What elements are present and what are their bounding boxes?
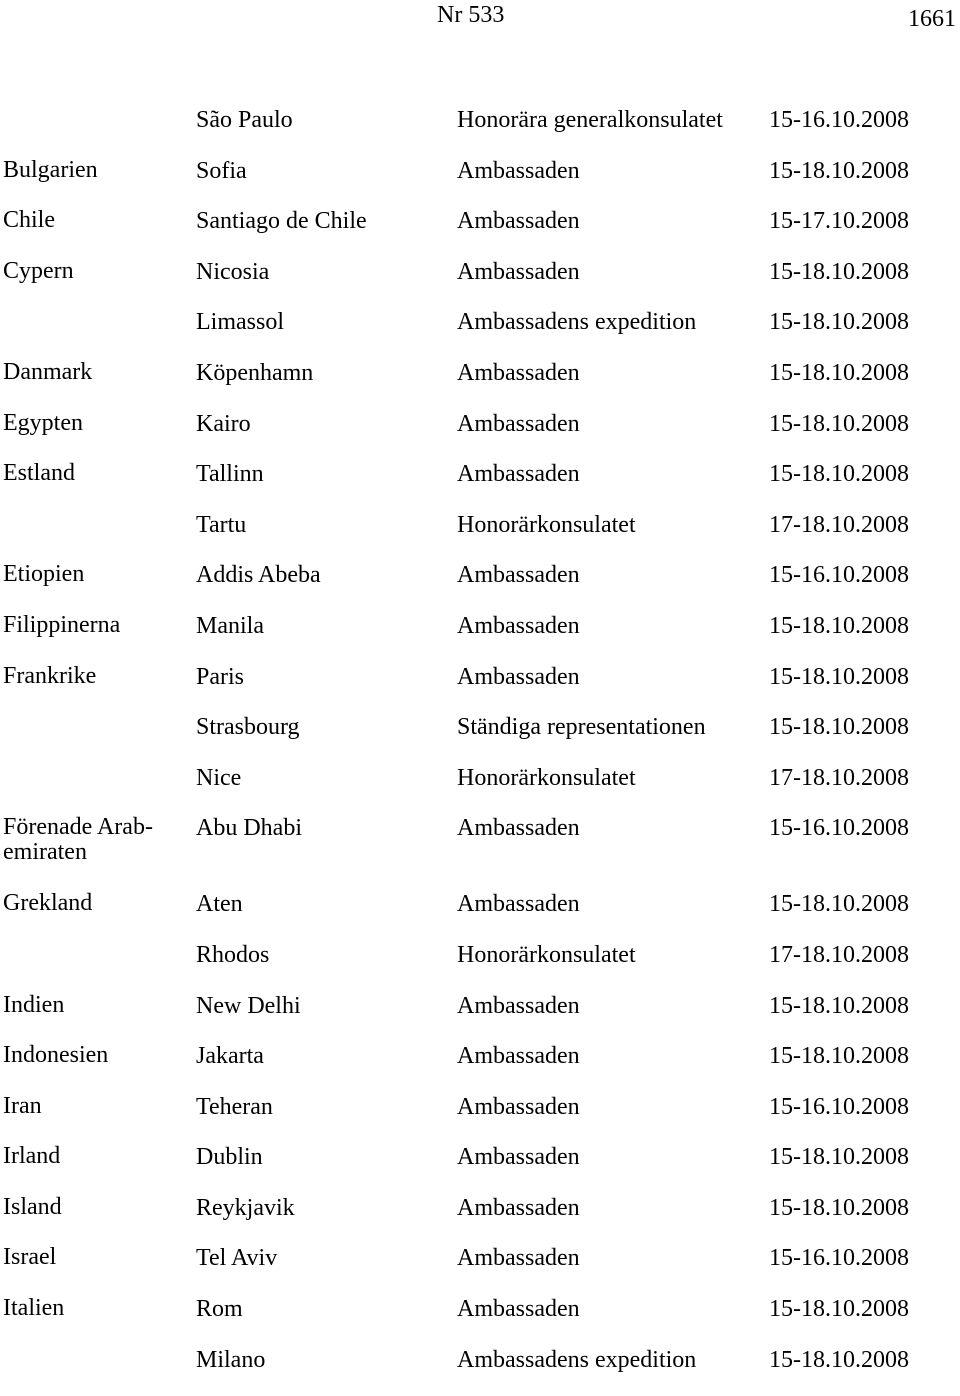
mission-cell: Ständiga representationen [457, 714, 706, 741]
city-cell: Reykjavik [196, 1194, 295, 1221]
table-row [0, 814, 960, 890]
country-cell: Island [3, 1193, 62, 1220]
table-row [0, 890, 960, 941]
table-row [0, 258, 960, 309]
country-cell: Danmark [3, 358, 93, 385]
table-row [0, 1093, 960, 1144]
city-cell: Nice [196, 764, 242, 791]
mission-cell: Ambassaden [457, 359, 580, 386]
mission-cell: Ambassaden [457, 461, 580, 488]
city-cell: Manila [196, 612, 264, 639]
dates-cell: 15-18.10.2008 [769, 1194, 909, 1221]
city-cell: Santiago de Chile [196, 208, 367, 235]
city-cell: Strasbourg [196, 714, 300, 741]
dates-cell: 15-16.10.2008 [769, 1093, 909, 1120]
dates-cell: 15-18.10.2008 [769, 410, 909, 437]
country-cell: Irland [3, 1143, 61, 1170]
mission-cell: Ambassaden [457, 258, 580, 285]
city-cell: New Delhi [196, 992, 301, 1019]
mission-cell: Ambassaden [457, 1144, 580, 1171]
city-cell: Paris [196, 663, 244, 690]
city-cell: Tallinn [196, 461, 264, 488]
mission-cell: Ambassaden [457, 663, 580, 690]
dates-cell: 15-18.10.2008 [769, 461, 909, 488]
table-row [0, 207, 960, 258]
mission-cell: Honorärkonsulatet [457, 941, 636, 968]
dates-cell: 15-18.10.2008 [769, 1296, 909, 1323]
country-cell: Chile [3, 207, 55, 234]
dates-cell: 15-16.10.2008 [769, 107, 909, 133]
mission-cell: Ambassaden [457, 562, 580, 589]
table-row [0, 713, 960, 764]
city-cell: Sofia [196, 157, 247, 184]
city-cell: Aten [196, 891, 243, 918]
table-row [0, 764, 960, 815]
city-cell: Addis Abeba [196, 562, 321, 589]
city-cell: Jakarta [196, 1043, 264, 1070]
country-cell: Bulgarien [3, 156, 98, 183]
dates-cell: 15-18.10.2008 [769, 1144, 909, 1171]
page-header [0, 0, 960, 50]
country-cell: Italien [3, 1295, 65, 1322]
country-cell [0, 106, 196, 157]
table-row [0, 157, 960, 208]
country-cell [0, 713, 196, 764]
dates-cell: 15-18.10.2008 [769, 714, 909, 741]
table-row [0, 941, 960, 992]
city-cell: São Paulo [196, 107, 293, 133]
country-cell [0, 1346, 196, 1396]
country-cell: Iran [3, 1092, 42, 1119]
city-cell: Tel Aviv [196, 1245, 278, 1272]
dates-cell: 15-18.10.2008 [769, 663, 909, 690]
table-row [0, 410, 960, 461]
country-cell: Filippinerna [3, 611, 121, 638]
table-row [0, 992, 960, 1043]
mission-cell: Ambassaden [457, 891, 580, 918]
country-cell: Indien [3, 991, 65, 1018]
country-cell: Israel [3, 1244, 57, 1271]
city-cell: Milano [196, 1346, 266, 1373]
mission-cell: Ambassaden [457, 1194, 580, 1221]
city-cell: Teheran [196, 1093, 273, 1120]
mission-cell: Ambassaden [457, 815, 580, 842]
table-row [0, 1244, 960, 1295]
city-cell: Rom [196, 1296, 243, 1323]
page-number: 1661 [908, 6, 956, 32]
dates-cell: 15-18.10.2008 [769, 157, 909, 184]
city-cell: Tartu [196, 511, 247, 538]
dates-cell: 17-18.10.2008 [769, 941, 909, 968]
country-cell [0, 941, 196, 992]
country-cell: Frankrike [3, 662, 97, 689]
table-row [0, 1194, 960, 1245]
table-row [0, 1143, 960, 1194]
table-row [0, 1042, 960, 1093]
city-cell: Rhodos [196, 941, 270, 968]
country-cell: Etiopien [3, 561, 85, 588]
table-row [0, 561, 960, 612]
country-cell [0, 308, 196, 359]
dates-cell: 15-18.10.2008 [769, 258, 909, 285]
dates-cell: 17-18.10.2008 [769, 764, 909, 791]
table-row [0, 1346, 960, 1396]
dates-cell: 15-18.10.2008 [769, 891, 909, 918]
country-cell: Estland [3, 460, 75, 487]
country-cell: Cypern [3, 257, 74, 284]
city-cell: Abu Dhabi [196, 815, 302, 842]
dates-cell: 15-18.10.2008 [769, 1043, 909, 1070]
mission-cell: Ambassaden [457, 157, 580, 184]
table-row [0, 359, 960, 410]
city-cell: Limassol [196, 309, 284, 336]
mission-table [0, 106, 960, 1396]
mission-cell: Honorärkonsulatet [457, 764, 636, 791]
mission-cell: Ambassaden [457, 208, 580, 235]
mission-cell: Ambassadens expedition [457, 1346, 697, 1373]
mission-cell: Ambassaden [457, 1245, 580, 1272]
country-cell: Indonesien [3, 1042, 109, 1069]
dates-cell: 15-18.10.2008 [769, 309, 909, 336]
city-cell: Köpenhamn [196, 359, 314, 386]
mission-cell: Ambassaden [457, 410, 580, 437]
table-row [0, 511, 960, 562]
mission-cell: Ambassaden [457, 612, 580, 639]
dates-cell: 15-17.10.2008 [769, 208, 909, 235]
country-cell: Egypten [3, 409, 83, 436]
country-cell: Förenade Arab-emiraten [3, 814, 153, 866]
country-cell [0, 511, 196, 562]
mission-cell: Ambassadens expedition [457, 309, 697, 336]
table-row [0, 1295, 960, 1346]
dates-cell: 15-18.10.2008 [769, 1346, 909, 1373]
city-cell: Kairo [196, 410, 251, 437]
mission-cell: Honorära generalkonsulatet [457, 107, 723, 133]
dates-cell: 17-18.10.2008 [769, 511, 909, 538]
mission-cell: Ambassaden [457, 1296, 580, 1323]
dates-cell: 15-18.10.2008 [769, 992, 909, 1019]
dates-cell: 15-18.10.2008 [769, 612, 909, 639]
mission-cell: Honorärkonsulatet [457, 511, 636, 538]
table-row [0, 612, 960, 663]
issue-number: Nr 533 [437, 2, 505, 28]
city-cell: Nicosia [196, 258, 270, 285]
country-cell [0, 764, 196, 815]
dates-cell: 15-18.10.2008 [769, 359, 909, 386]
mission-cell: Ambassaden [457, 1043, 580, 1070]
dates-cell: 15-16.10.2008 [769, 1245, 909, 1272]
dates-cell: 15-16.10.2008 [769, 815, 909, 842]
mission-cell: Ambassaden [457, 992, 580, 1019]
dates-cell: 15-16.10.2008 [769, 562, 909, 589]
city-cell: Dublin [196, 1144, 263, 1171]
mission-cell: Ambassaden [457, 1093, 580, 1120]
country-cell: Grekland [3, 890, 93, 917]
table-row [0, 106, 960, 157]
table-row [0, 308, 960, 359]
table-row [0, 460, 960, 511]
table-row [0, 663, 960, 714]
